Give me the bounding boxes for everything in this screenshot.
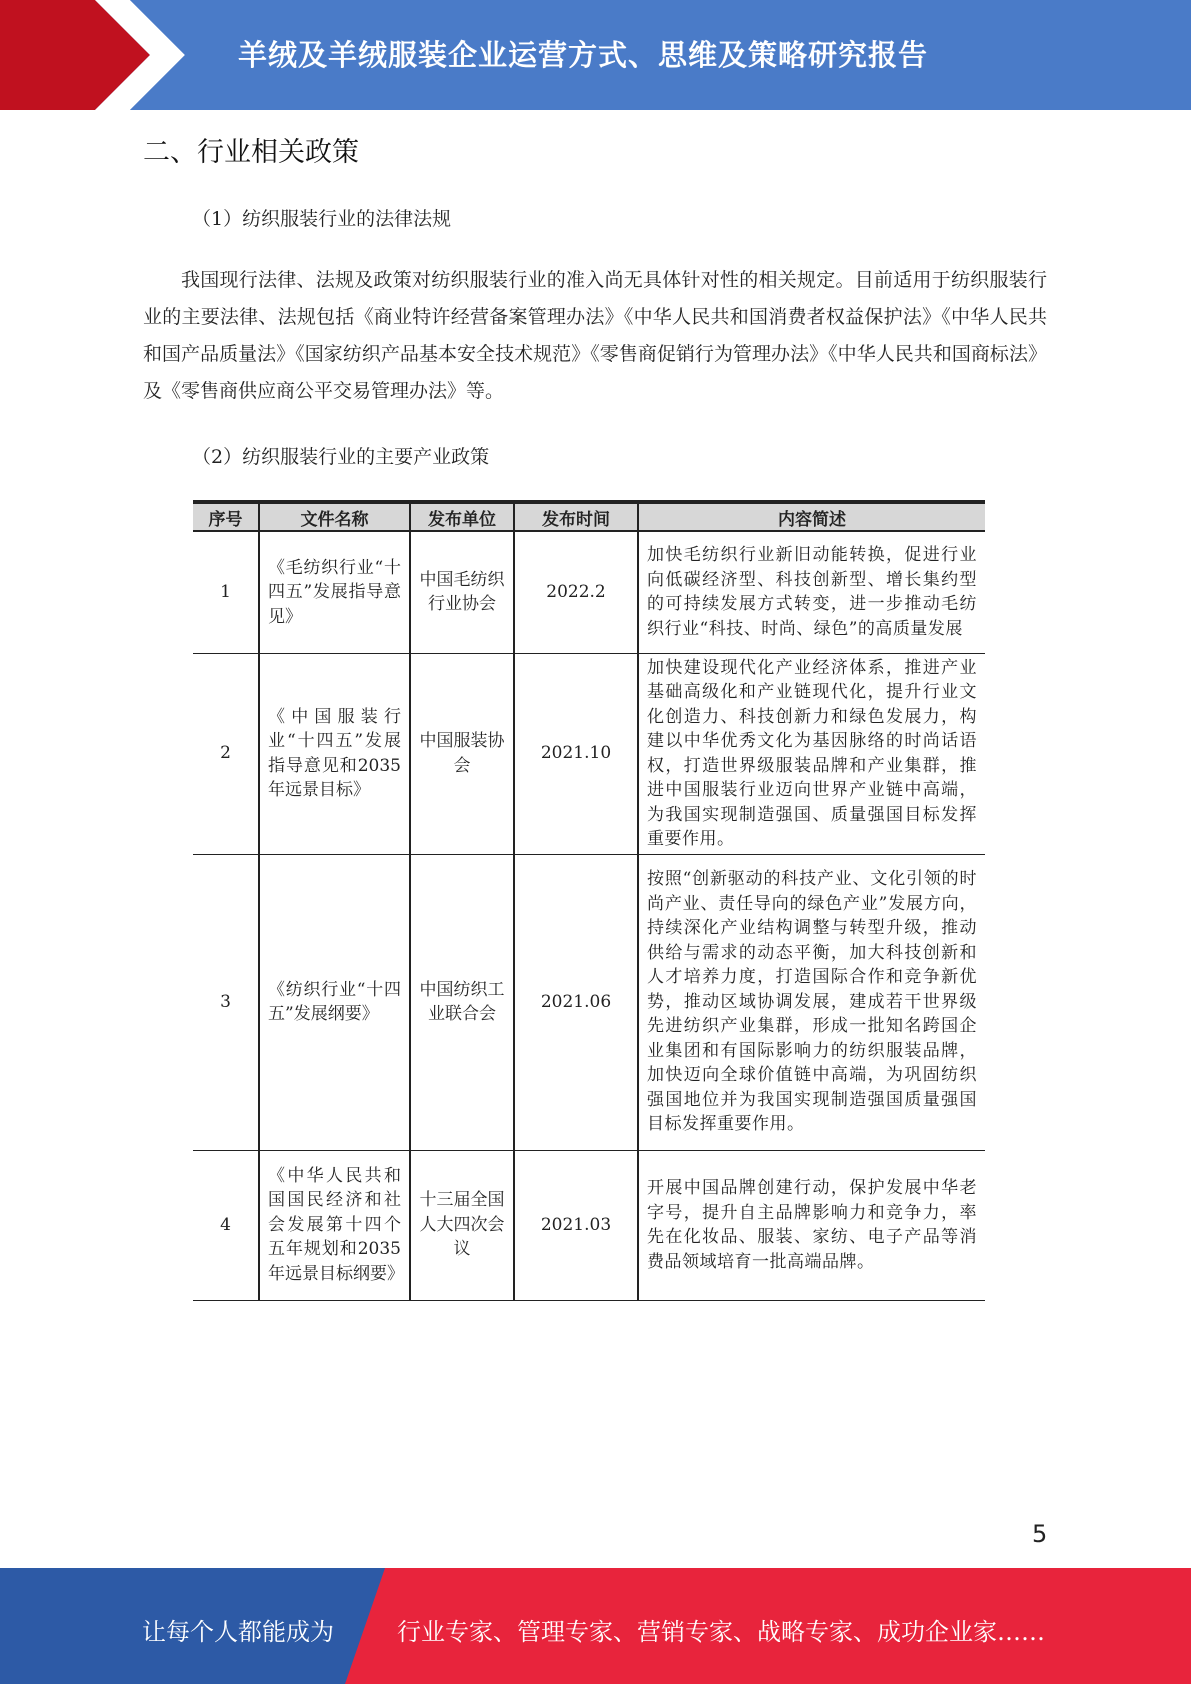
header-index: 序号: [193, 502, 259, 531]
row-document-name: 《中国服装行业“十四五”发展指导意见和2035年远景目标》: [259, 653, 410, 854]
subheading-laws: （1）纺织服装行业的法律法规: [192, 208, 452, 230]
row-index: 1: [193, 531, 259, 653]
table-row: [193, 531, 985, 653]
policy-table: [193, 500, 985, 1301]
header-desc: 内容简述: [638, 502, 985, 531]
row-document-name: 《毛纺织行业“十四五”发展指导意见》: [259, 531, 410, 653]
row-index: 2: [193, 653, 259, 854]
row-publisher: 十三届全国人大四次会议: [410, 1150, 514, 1300]
footer-banner: [0, 1568, 1191, 1684]
footer-slogan-right: 行业专家、管理专家、营销专家、战略专家、成功企业家……: [397, 1618, 1045, 1646]
row-document-name: 《中华人民共和国国民经济和社会发展第十四个五年规划和2035年远景目标纲要》: [259, 1150, 410, 1300]
row-description: 按照“创新驱动的科技产业、文化引领的时尚产业、责任导向的绿色产业”发展方向，持续深化产业结构调整与转型升级，推动供给与需求的动态平衡，加大科技创新和人才培养力度，打造国际合作和竞争新优势，推动区域协调发展，建成若干世界级先进纺织产业集群，形成一批知名跨国企业集团和有国际影响力的纺织服装品牌，加快迈向全球价值链中高端，为巩固纺织强国地位并为我国实现制造强国质量强国目标发挥重要作用。: [638, 854, 985, 1150]
header-name: 文件名称: [259, 502, 410, 531]
row-index: 4: [193, 1150, 259, 1300]
row-date: 2021.03: [514, 1150, 638, 1300]
row-date: 2021.10: [514, 653, 638, 854]
header-banner: [0, 0, 1191, 110]
laws-paragraph: 我国现行法律、法规及政策对纺织服装行业的准入尚无具体针对性的相关规定。目前适用于纺织服装行业的主要法律、法规包括《商业特许经营备案管理办法》《中华人民共和国消费者权益保护法》《中华人民共和国产品质量法》《国家纺织产品基本安全技术规范》《零售商促销行为管理办法》《中华人民共和国商标法》及《零售商供应商公平交易管理办法》等。: [143, 269, 1047, 402]
document-title: 羊绒及羊绒服装企业运营方式、思维及策略研究报告: [238, 38, 929, 72]
section-heading: 二、行业相关政策: [143, 137, 359, 168]
header-unit: 发布单位: [410, 502, 514, 531]
table-row: [193, 653, 985, 854]
header-date: 发布时间: [514, 502, 638, 531]
row-document-name: 《纺织行业“十四五”发展纲要》: [259, 854, 410, 1150]
table-header-row: [193, 502, 985, 531]
page-number: 5: [1032, 1520, 1048, 1548]
table-row: [193, 854, 985, 1150]
row-date: 2021.06: [514, 854, 638, 1150]
row-description: 加快毛纺织行业新旧动能转换，促进行业向低碳经济型、科技创新型、增长集约型的可持续发展方式转变，进一步推动毛纺织行业“科技、时尚、绿色”的高质量发展: [638, 531, 985, 653]
row-description: 开展中国品牌创建行动，保护发展中华老字号，提升自主品牌影响力和竞争力，率先在化妆品、服装、家纺、电子产品等消费品领域培育一批高端品牌。: [638, 1150, 985, 1300]
subheading-policies: （2）纺织服装行业的主要产业政策: [192, 446, 490, 468]
row-description: 加快建设现代化产业经济体系，推进产业基础高级化和产业链现代化，提升行业文化创造力、科技创新力和绿色发展力，构建以中华优秀文化为基因脉络的时尚话语权，打造世界级服装品牌和产业集群，推进中国服装行业迈向世界产业链中高端，为我国实现制造强国、质量强国目标发挥重要作用。: [638, 653, 985, 854]
footer-slogan-left: 让每个人都能成为: [142, 1618, 334, 1646]
row-publisher: 中国服装协会: [410, 653, 514, 854]
row-date: 2022.2: [514, 531, 638, 653]
table-row: [193, 1150, 985, 1300]
row-publisher: 中国毛纺织行业协会: [410, 531, 514, 653]
row-index: 3: [193, 854, 259, 1150]
row-publisher: 中国纺织工业联合会: [410, 854, 514, 1150]
